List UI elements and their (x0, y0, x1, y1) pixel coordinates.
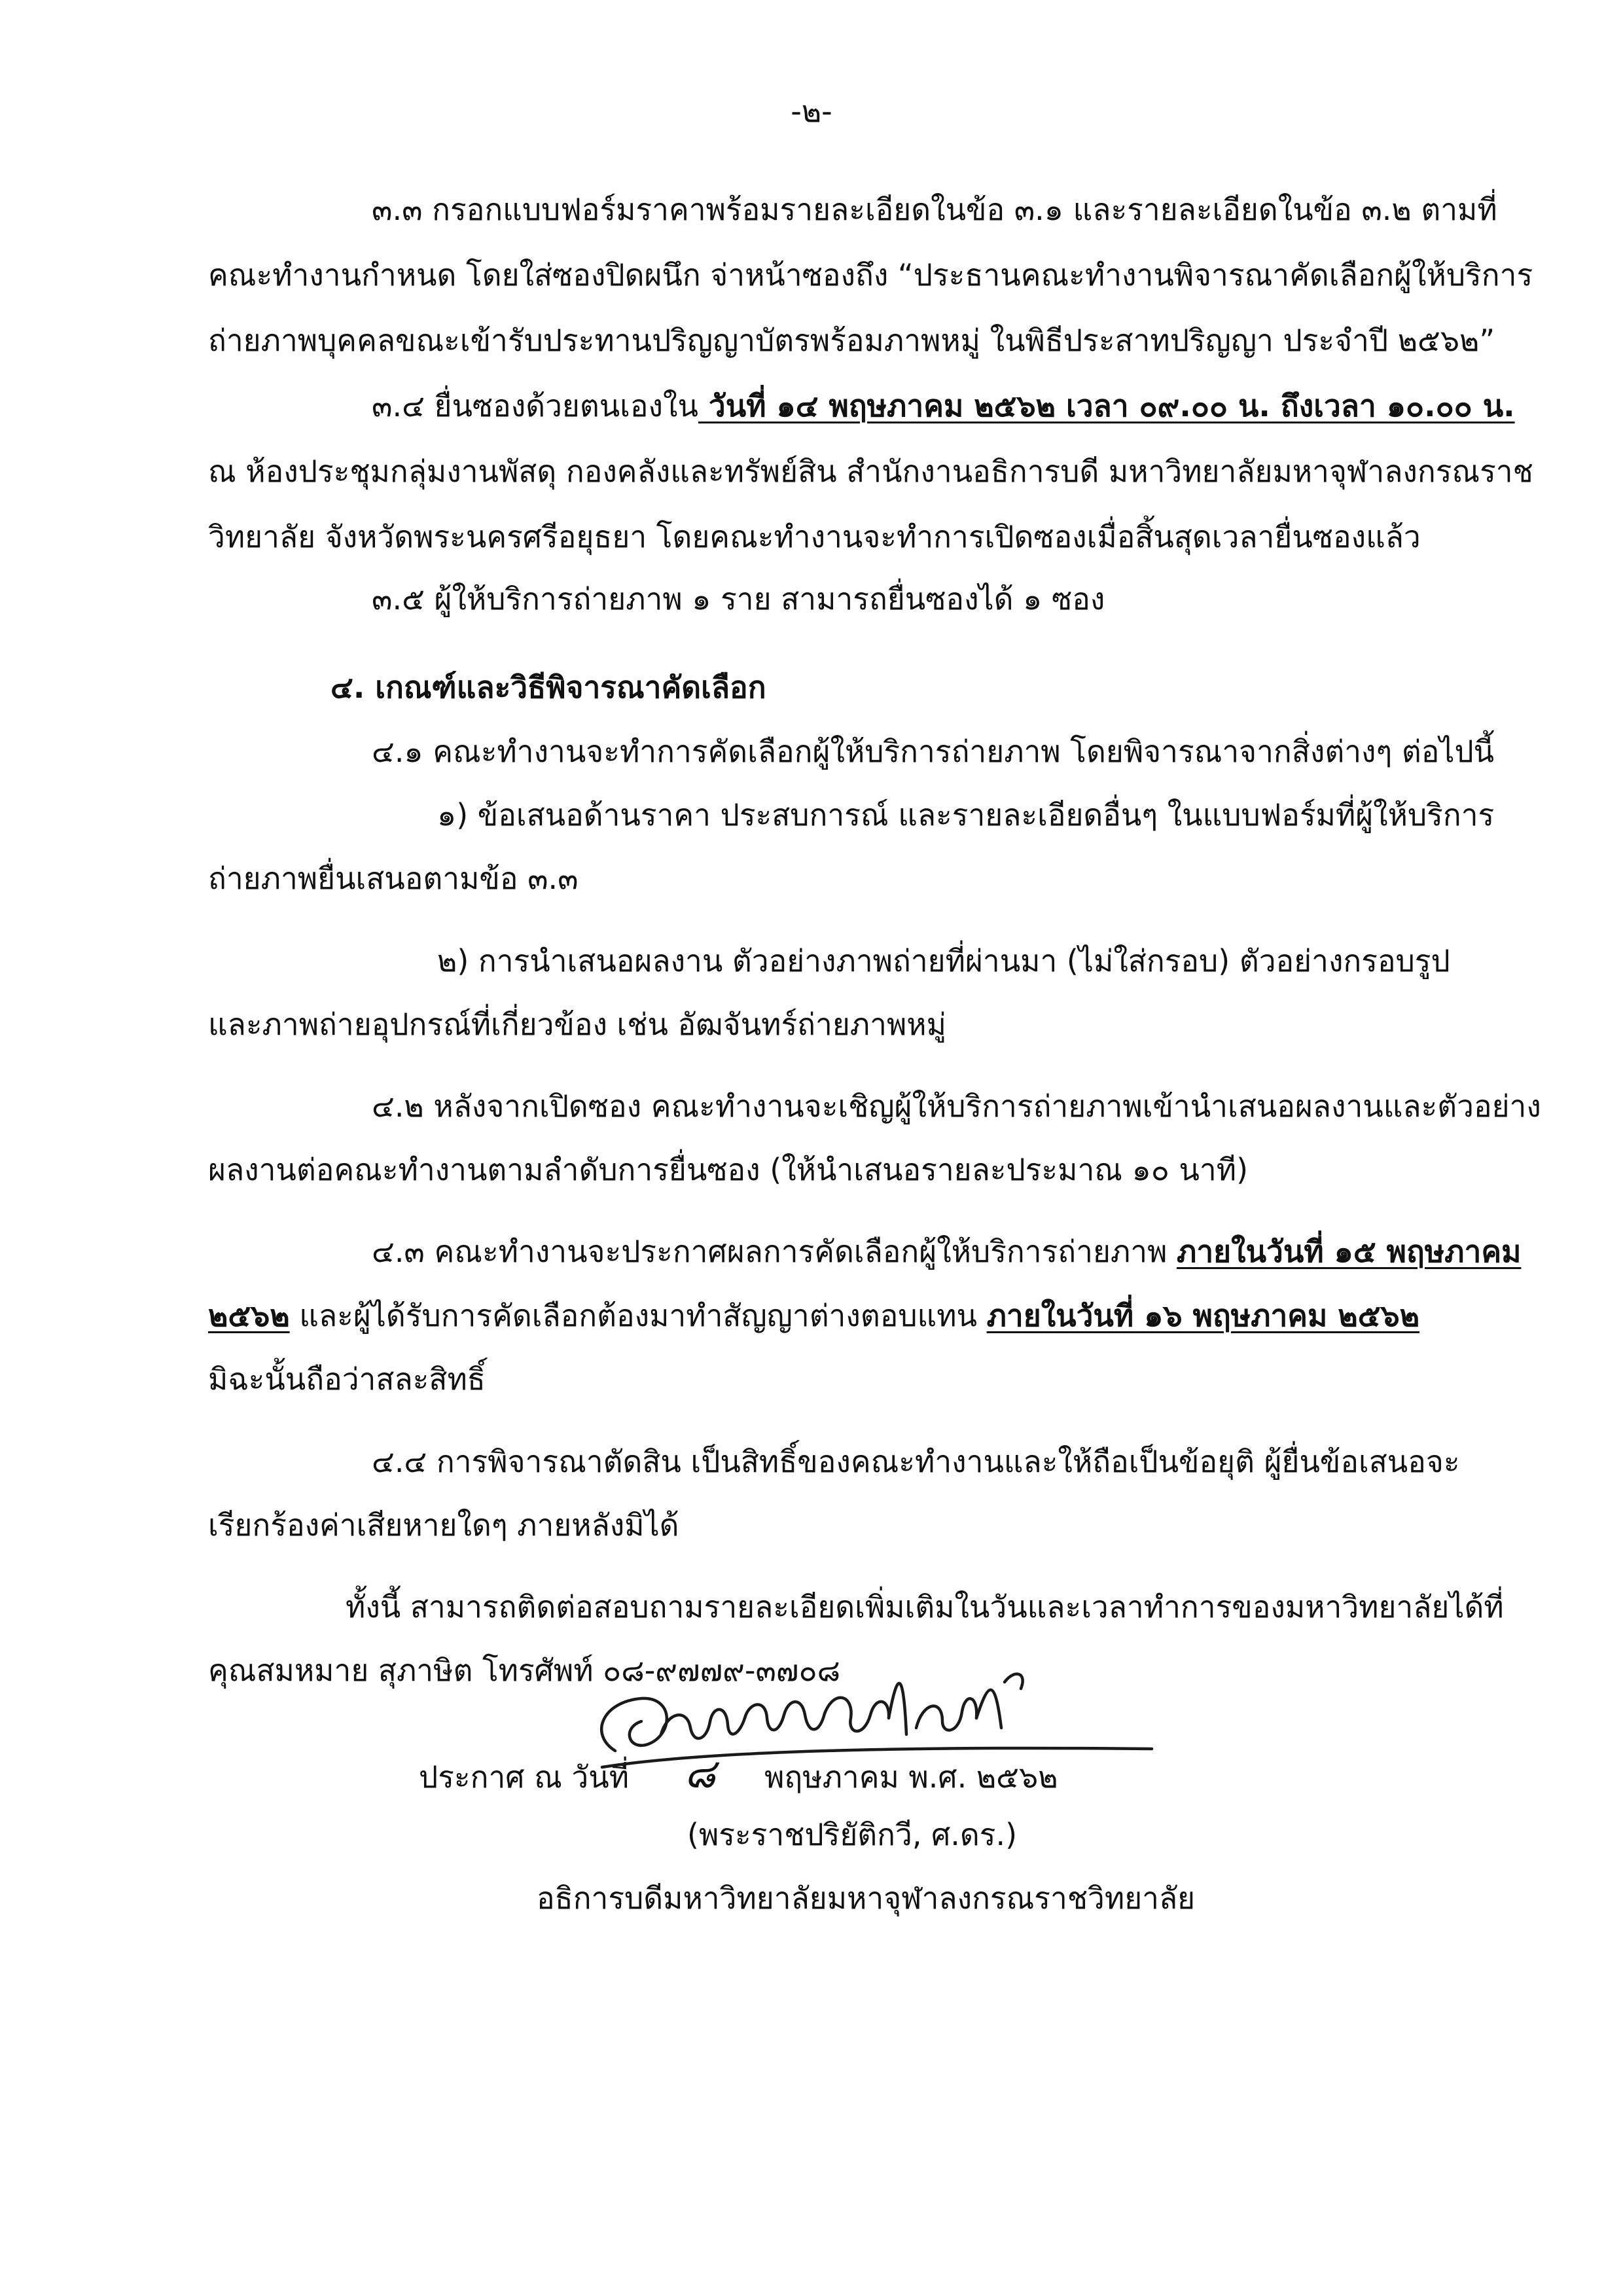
paragraph-3-4-prefix: ๓.๔ ยื่นซองด้วยตนเองใน (372, 388, 698, 423)
signature-image (576, 1636, 1165, 1797)
paragraph-4-4-line-1: ๔.๔ การพิจารณาตัดสิน เป็นสิทธิ์ของคณะทำงานและให้ถือเป็นข้อยุติ ผู้ยื่นข้อเสนอจะ (372, 1444, 1460, 1479)
announcement-day-handwritten: ๘ (684, 1749, 716, 1797)
paragraph-4-3-prefix: ๔.๓ คณะทำงานจะประกาศผลการคัดเลือกผู้ให้บริการถ่ายภาพ (372, 1234, 1177, 1269)
paragraph-3-4-line-1 (372, 386, 1515, 425)
signatory-name: (พระราชปริยัติกวี, ศ.ดร.) (687, 1817, 1018, 1852)
contract-deadline: ภายในวันที่ ๑๖ พฤษภาคม ๒๕๖๒ (986, 1298, 1420, 1333)
item-1-line-1: ๑) ข้อเสนอด้านราคา ประสบการณ์ และรายละเอียดอื่นๆ ในแบบฟอร์มที่ผู้ให้บริการ (437, 797, 1495, 833)
paragraph-3-5: ๓.๕ ผู้ให้บริการถ่ายภาพ ๑ ราย สามารถยื่นซองได้ ๑ ซอง (372, 581, 1105, 617)
page-number: -๒- (791, 94, 832, 129)
announcement-deadline-year: ๒๕๖๒ (208, 1298, 290, 1333)
paragraph-4-3-line-1 (372, 1232, 1521, 1271)
paragraph-4-1: ๔.๑ คณะทำงานจะทำการคัดเลือกผู้ให้บริการถ่ายภาพ โดยพิจารณาจากสิ่งต่างๆ ต่อไปนี้ (372, 734, 1495, 769)
contact-line-2: คุณสมหมาย สุภาษิต โทรศัพท์ ๐๘-๙๗๗๙-๓๗๐๘ (208, 1653, 841, 1688)
paragraph-3-3-line-2: คณะทำงานกำหนด โดยใส่ซองปิดผนึก จ่าหน้าซองถึง “ประธานคณะทำงานพิจารณาคัดเลือกผู้ให้บริการ (208, 257, 1533, 293)
paragraph-3-4-line-2: ณ ห้องประชุมกลุ่มงานพัสดุ กองคลังและทรัพย์สิน สำนักงานอธิการบดี มหาวิทยาลัยมหาจุฬาลงกรณราช (208, 454, 1533, 489)
announcement-prefix: ประกาศ ณ วันที่ (419, 1759, 630, 1795)
item-1-line-2: ถ่ายภาพยื่นเสนอตามข้อ ๓.๓ (208, 861, 579, 896)
announcement-deadline: ภายในวันที่ ๑๕ พฤษภาคม (1177, 1234, 1522, 1269)
contact-line-1: ทั้งนี้ สามารถติดต่อสอบถามรายละเอียดเพิ่มเติมในวันและเวลาทำการของมหาวิทยาลัยได้ที่ (346, 1589, 1504, 1624)
signatory-title: อธิการบดีมหาวิทยาลัยมหาจุฬาลงกรณราชวิทยาลัย (537, 1880, 1196, 1916)
paragraph-3-4-line-3: วิทยาลัย จังหวัดพระนครศรีอยุธยา โดยคณะทำงานจะทำการเปิดซองเมื่อสิ้นสุดเวลายื่นซองแล้ว (208, 519, 1421, 554)
paragraph-4-3-line-2 (208, 1296, 1419, 1335)
paragraph-4-2-line-1: ๔.๒ หลังจากเปิดซอง คณะทำงานจะเชิญผู้ให้บริการถ่ายภาพเข้านำเสนอผลงานและตัวอย่าง (372, 1088, 1541, 1124)
paragraph-4-4-line-2: เรียกร้องค่าเสียหายใดๆ ภายหลังมิได้ (208, 1507, 679, 1543)
paragraph-3-3-line-1: ๓.๓ กรอกแบบฟอร์มราคาพร้อมรายละเอียดในข้อ ๓.๑ และรายละเอียดในข้อ ๓.๒ ตามที่ (372, 192, 1497, 227)
submission-datetime: วันที่ ๑๔ พฤษภาคม ๒๕๖๒ เวลา ๐๙.๐๐ น. ถึงเวลา ๑๐.๐๐ น. (698, 388, 1515, 423)
paragraph-4-3-line-3: มิฉะนั้นถือว่าสละสิทธิ์ (208, 1361, 486, 1397)
section-4-heading: ๔. เกณฑ์และวิธีพิจารณาคัดเลือก (330, 670, 766, 705)
announcement-suffix: พฤษภาคม พ.ศ. ๒๕๖๒ (764, 1759, 1058, 1795)
paragraph-4-2-line-2: ผลงานต่อคณะทำงานตามลำดับการยื่นซอง (ให้นำเสนอรายละประมาณ ๑๐ นาที) (208, 1152, 1249, 1187)
paragraph-3-3-line-3: ถ่ายภาพบุคคลขณะเข้ารับประทานปริญญาบัตรพร้อมภาพหมู่ ในพิธีประสาทปริญญา ประจำปี ๒๕๖๒” (208, 323, 1495, 358)
item-2-line-1: ๒) การนำเสนอผลงาน ตัวอย่างภาพถ่ายที่ผ่านมา (ไม่ใส่กรอบ) ตัวอย่างกรอบรูป (437, 943, 1450, 978)
paragraph-4-3-middle: และผู้ได้รับการคัดเลือกต้องมาทำสัญญาต่างตอบแทน (289, 1298, 987, 1333)
item-2-line-2: และภาพถ่ายอุปกรณ์ที่เกี่ยวข้อง เช่น อัฒจันทร์ถ่ายภาพหมู่ (208, 1007, 946, 1042)
